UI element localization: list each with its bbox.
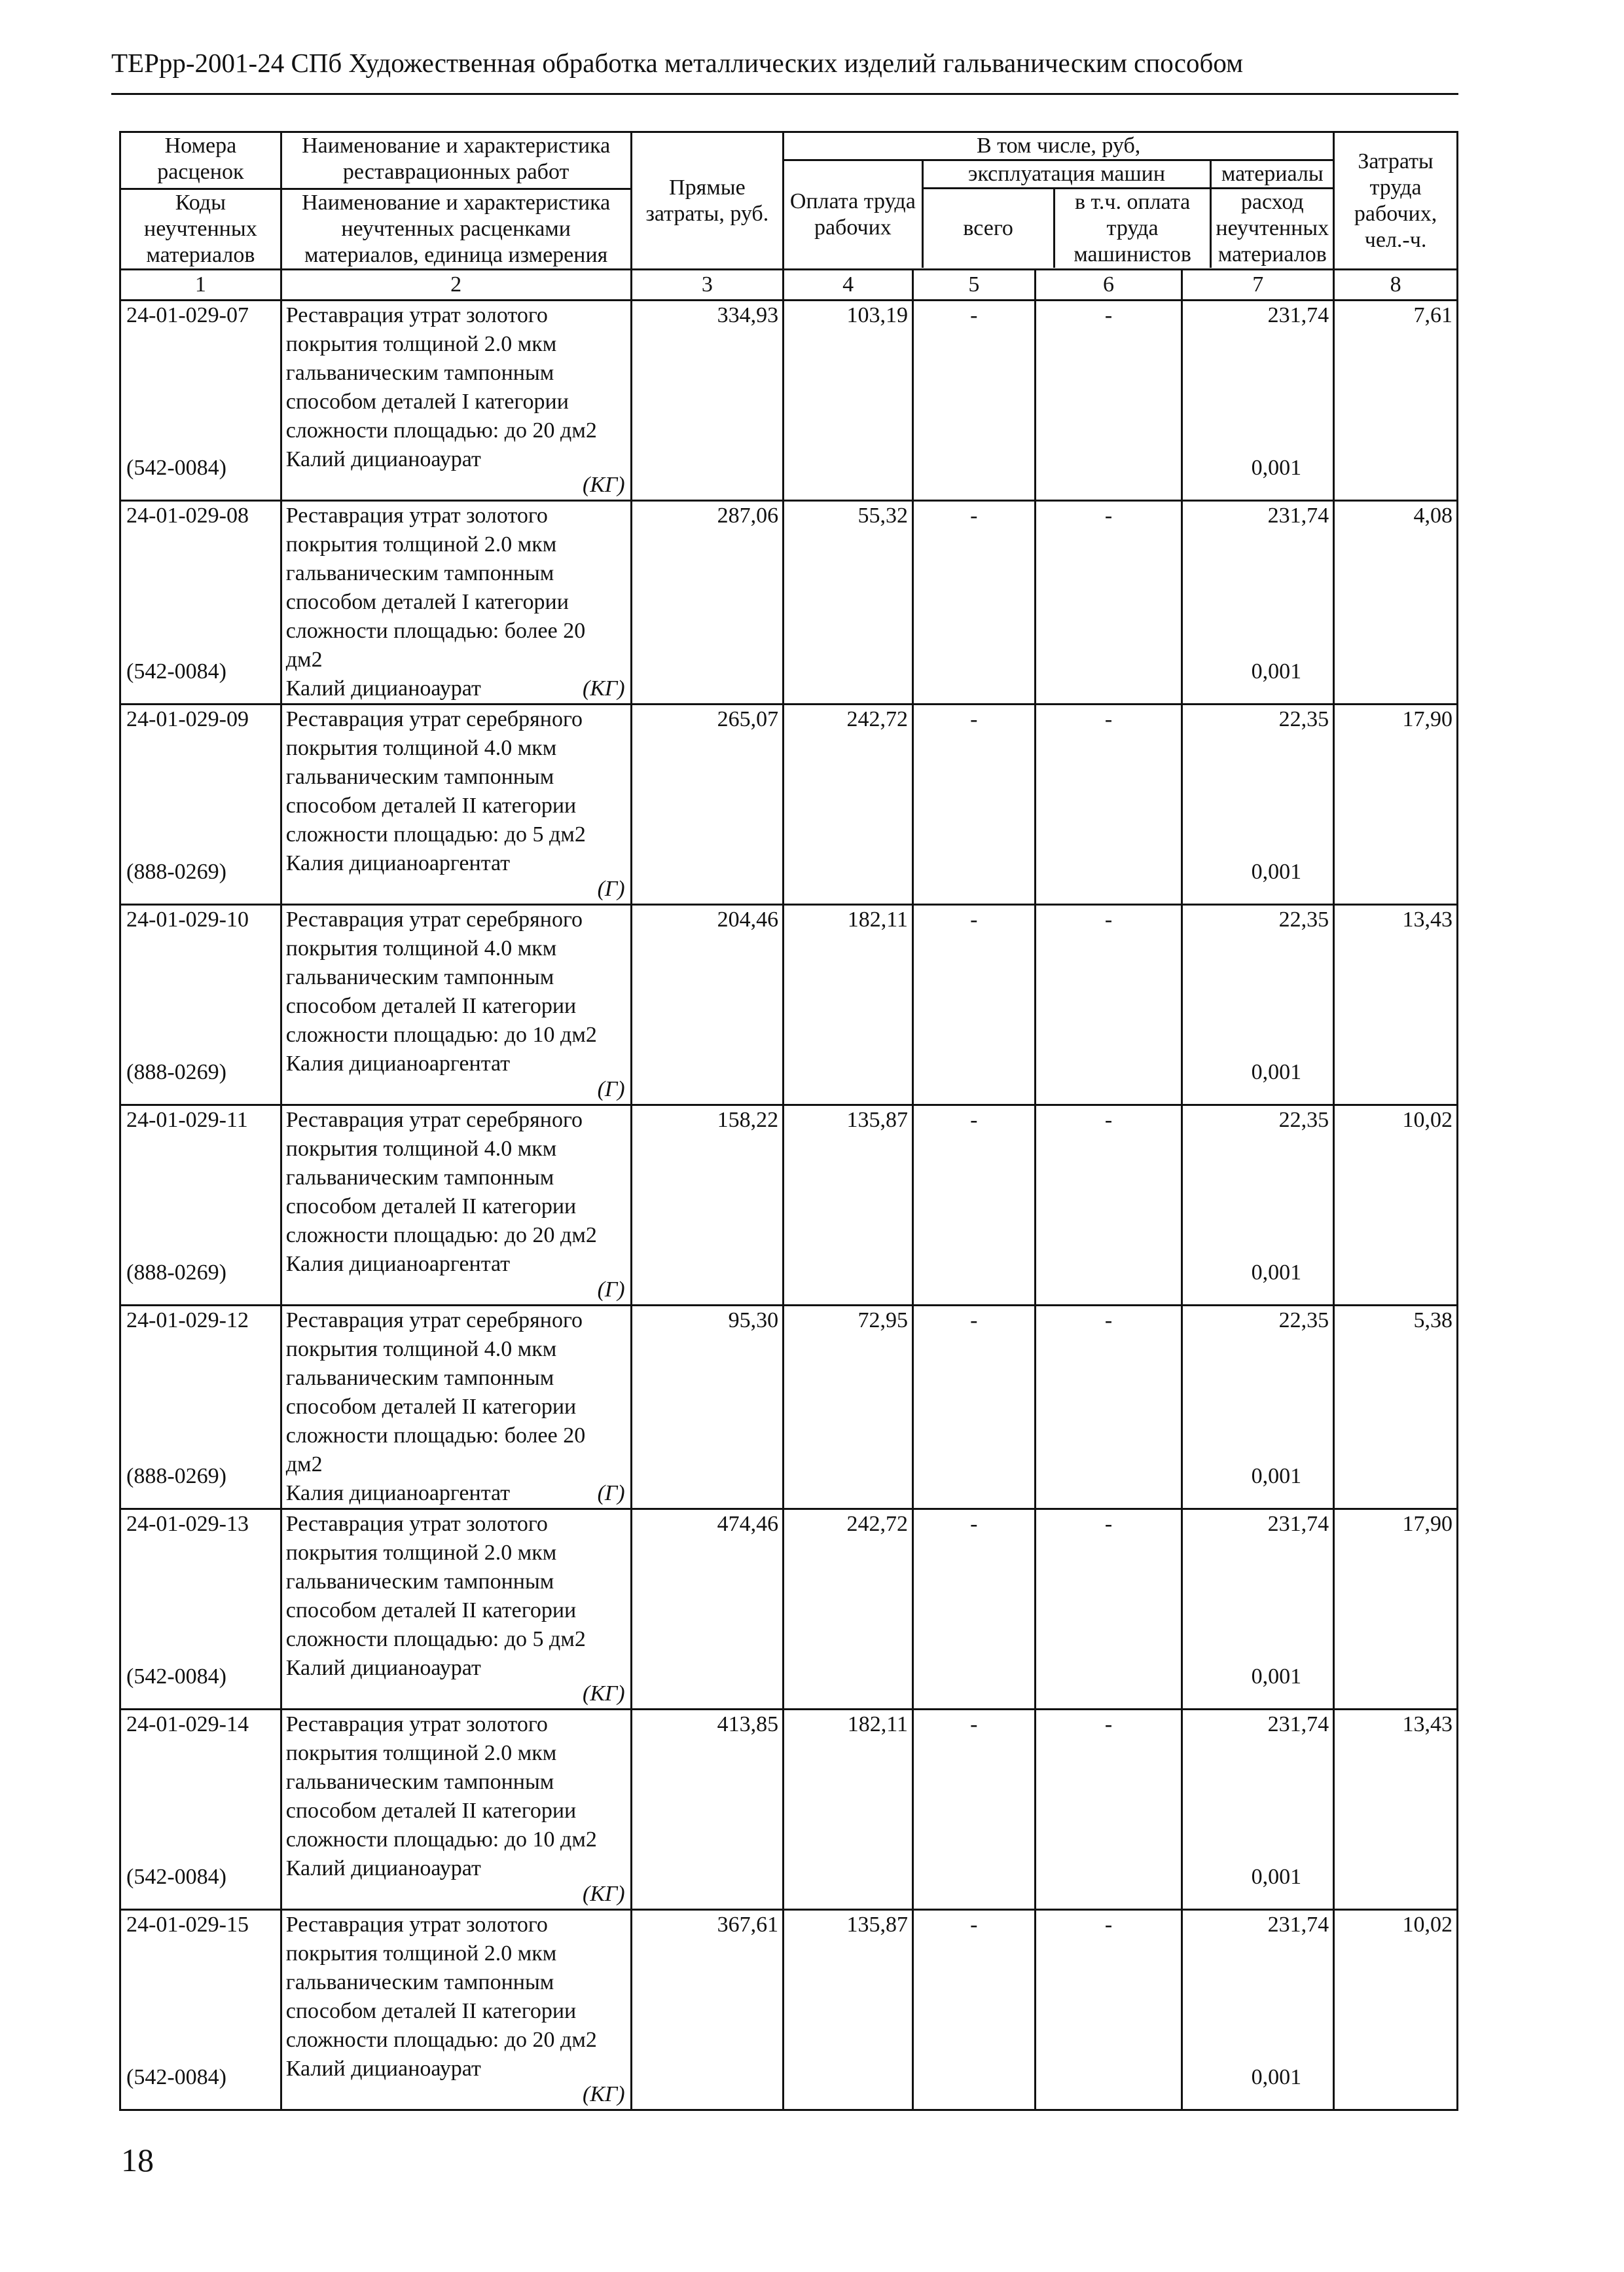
desc-cell <box>281 1509 631 1710</box>
materials-cell <box>1182 1910 1334 2110</box>
material-name: Калия дицианоаргентат <box>285 851 511 875</box>
col-number: 6 <box>1035 270 1182 301</box>
material-consumption: 0,001 <box>1251 456 1302 480</box>
col-number: 8 <box>1334 270 1458 301</box>
materials-cell <box>1182 1105 1334 1306</box>
labor-hours: 10,02 <box>1334 1910 1458 2110</box>
rate-code: 24-01-029-14 <box>126 1712 249 1736</box>
labor-hours: 17,90 <box>1334 1509 1458 1710</box>
rate-code: 24-01-029-15 <box>126 1913 249 1937</box>
labor-hours: 13,43 <box>1334 905 1458 1105</box>
labor-pay: 182,11 <box>784 905 913 1105</box>
direct-costs: 413,85 <box>631 1710 784 1910</box>
materials-cost: 22,35 <box>1278 707 1329 731</box>
material-unit: (Г) <box>597 1077 625 1101</box>
col-head-nomera: Номера расценок <box>121 133 280 190</box>
col-head-oplata: Оплата труда рабочих <box>784 160 922 268</box>
table-row <box>120 905 1458 1105</box>
code-cell <box>120 1105 281 1306</box>
machines-total: - <box>912 1910 1035 2110</box>
direct-costs: 334,93 <box>631 301 784 501</box>
material-consumption: 0,001 <box>1251 659 1302 684</box>
code-cell <box>120 1910 281 2110</box>
header-rule <box>111 93 1458 95</box>
materials-cell <box>1182 905 1334 1105</box>
material-consumption: 0,001 <box>1251 2065 1302 2089</box>
labor-hours: 7,61 <box>1334 301 1458 501</box>
code-cell <box>120 301 281 501</box>
material-code: (542-0084) <box>126 2065 226 2089</box>
materials-cost: 231,74 <box>1267 504 1329 528</box>
col-head-ekspl: эксплуатация машин <box>922 160 1211 189</box>
rate-code: 24-01-029-12 <box>126 1308 249 1332</box>
col-head-pryamye: Прямые затраты, руб. <box>631 132 784 270</box>
material-consumption: 0,001 <box>1251 1464 1302 1488</box>
desc-cell <box>281 1710 631 1910</box>
machinists-pay: - <box>1035 1306 1182 1509</box>
col-head-raskhod: расход неучтенных материалов <box>1216 190 1329 266</box>
col-head-vtch: в т.ч. оплата труда машинистов <box>1054 189 1211 268</box>
work-description: Реставрация утрат золотого покрытия толщиной 2.0 мкм гальваническим тампонным способом деталей II категории сложности площадью: до 20 дм2 <box>285 1913 597 2052</box>
labor-pay: 182,11 <box>784 1710 913 1910</box>
material-code: (888-0269) <box>126 860 226 884</box>
labor-hours: 17,90 <box>1334 705 1458 905</box>
labor-pay: 72,95 <box>784 1306 913 1509</box>
col-head-materialy: материалы <box>1211 160 1333 189</box>
material-code: (888-0269) <box>126 1260 226 1285</box>
materials-cost: 22,35 <box>1278 1108 1329 1132</box>
materials-cost: 231,74 <box>1267 303 1329 327</box>
col-number: 1 <box>120 270 281 301</box>
material-consumption: 0,001 <box>1251 1865 1302 1889</box>
col-head-kody: Коды неучтенных материалов <box>144 191 257 267</box>
col-number: 3 <box>631 270 784 301</box>
machinists-pay: - <box>1035 1710 1182 1910</box>
machines-total: - <box>912 1509 1035 1710</box>
work-description: Реставрация утрат серебряного покрытия толщиной 4.0 мкм гальваническим тампонным способом деталей II категории сложности площадью: более 20 дм2 <box>285 1308 586 1476</box>
direct-costs: 287,06 <box>631 501 784 705</box>
col-head-names <box>281 132 631 270</box>
code-cell <box>120 1306 281 1509</box>
col-head-codes <box>120 132 281 270</box>
desc-cell <box>281 905 631 1105</box>
machines-total: - <box>912 1710 1035 1910</box>
materials-cell <box>1182 501 1334 705</box>
work-description: Реставрация утрат золотого покрытия толщиной 2.0 мкм гальваническим тампонным способом деталей I категории сложности площадью: более 20 дм2 <box>285 504 586 672</box>
col-head-naim-works: Наименование и характеристика реставрационных работ <box>282 133 630 190</box>
machines-total: - <box>912 301 1035 501</box>
work-description: Реставрация утрат золотого покрытия толщиной 2.0 мкм гальваническим тампонным способом деталей II категории сложности площадью: до 5 дм2 <box>285 1512 586 1651</box>
direct-costs: 265,07 <box>631 705 784 905</box>
material-name: Калий дицианоаурат <box>285 447 481 471</box>
materials-cell <box>1182 1306 1334 1509</box>
material-unit: (КГ) <box>583 676 625 701</box>
code-cell <box>120 1710 281 1910</box>
table-row <box>120 301 1458 501</box>
desc-cell <box>281 1910 631 2110</box>
page-header-title: ТЕРрр-2001-24 СПб Художественная обработка металлических изделий гальваническим способом <box>111 48 1244 78</box>
direct-costs: 204,46 <box>631 905 784 1105</box>
machines-total: - <box>912 1105 1035 1306</box>
col-number: 4 <box>784 270 913 301</box>
material-name: Калий дицианоаурат <box>285 1856 481 1880</box>
machinists-pay: - <box>1035 1105 1182 1306</box>
material-name: Калия дицианоаргентат <box>285 1481 511 1505</box>
machinists-pay: - <box>1035 301 1182 501</box>
desc-cell <box>281 1105 631 1306</box>
material-unit: (Г) <box>597 1481 625 1505</box>
table-row <box>120 1710 1458 1910</box>
table-row <box>120 1105 1458 1306</box>
material-code: (542-0084) <box>126 456 226 480</box>
materials-cost: 22,35 <box>1278 1308 1329 1332</box>
material-consumption: 0,001 <box>1251 860 1302 884</box>
material-code: (542-0084) <box>126 1865 226 1889</box>
machines-total: - <box>912 905 1035 1105</box>
direct-costs: 95,30 <box>631 1306 784 1509</box>
machinists-pay: - <box>1035 905 1182 1105</box>
rate-code: 24-01-029-09 <box>126 707 249 731</box>
col-head-zatraty: Затраты труда рабочих, чел.-ч. <box>1334 132 1458 270</box>
labor-pay: 242,72 <box>784 705 913 905</box>
table-row <box>120 501 1458 705</box>
work-description: Реставрация утрат серебряного покрытия толщиной 4.0 мкм гальваническим тампонным способом деталей II категории сложности площадью: до 20 дм2 <box>285 1108 597 1247</box>
rate-code: 24-01-029-13 <box>126 1512 249 1536</box>
labor-hours: 10,02 <box>1334 1105 1458 1306</box>
rate-code: 24-01-029-11 <box>126 1108 248 1132</box>
column-number-row <box>120 270 1458 301</box>
machines-total: - <box>912 501 1035 705</box>
material-consumption: 0,001 <box>1251 1060 1302 1084</box>
work-description: Реставрация утрат золотого покрытия толщиной 2.0 мкм гальваническим тампонным способом деталей II категории сложности площадью: до 10 дм2 <box>285 1712 597 1852</box>
material-name: Калия дицианоаргентат <box>285 1252 511 1276</box>
material-name: Калий дицианоаурат <box>285 2057 481 2081</box>
materials-cost: 22,35 <box>1278 907 1329 932</box>
material-unit: (КГ) <box>583 1882 625 1906</box>
material-unit: (КГ) <box>583 1681 625 1706</box>
work-description: Реставрация утрат серебряного покрытия толщиной 4.0 мкм гальваническим тампонным способом деталей II категории сложности площадью: до 10 дм2 <box>285 907 597 1047</box>
table-row <box>120 1509 1458 1710</box>
materials-cell <box>1182 301 1334 501</box>
material-name: Калий дицианоаурат <box>285 1656 481 1680</box>
rates-table <box>119 131 1458 2111</box>
labor-pay: 135,87 <box>784 1910 913 2110</box>
desc-cell <box>281 1306 631 1509</box>
table-row <box>120 705 1458 905</box>
materials-cell <box>1182 1710 1334 1910</box>
materials-cost: 231,74 <box>1267 1712 1329 1736</box>
machines-total: - <box>912 1306 1035 1509</box>
material-consumption: 0,001 <box>1251 1260 1302 1285</box>
table-row <box>120 1306 1458 1509</box>
machines-total: - <box>912 705 1035 905</box>
work-description: Реставрация утрат серебряного покрытия толщиной 4.0 мкм гальваническим тампонным способом деталей II категории сложности площадью: до 5 дм2 <box>285 707 586 847</box>
machinists-pay: - <box>1035 705 1182 905</box>
material-name: Калия дицианоаргентат <box>285 1052 511 1076</box>
col-head-v-tom-chisle: В том числе, руб, <box>784 133 1333 160</box>
labor-pay: 135,87 <box>784 1105 913 1306</box>
code-cell <box>120 1509 281 1710</box>
labor-pay: 242,72 <box>784 1509 913 1710</box>
desc-cell <box>281 501 631 705</box>
direct-costs: 474,46 <box>631 1509 784 1710</box>
rate-code: 24-01-029-07 <box>126 303 249 327</box>
material-code: (542-0084) <box>126 659 226 684</box>
materials-cell <box>1182 705 1334 905</box>
material-code: (888-0269) <box>126 1060 226 1084</box>
material-unit: (Г) <box>597 1277 625 1302</box>
table-row <box>120 1910 1458 2110</box>
machinists-pay: - <box>1035 501 1182 705</box>
machinists-pay: - <box>1035 1910 1182 2110</box>
work-description: Реставрация утрат золотого покрытия толщиной 2.0 мкм гальваническим тампонным способом деталей I категории сложности площадью: до 20 дм2 <box>285 303 597 443</box>
col-number: 5 <box>912 270 1035 301</box>
rate-code: 24-01-029-10 <box>126 907 249 932</box>
materials-cost: 231,74 <box>1267 1913 1329 1937</box>
material-code: (542-0084) <box>126 1664 226 1689</box>
labor-pay: 103,19 <box>784 301 913 501</box>
page-number: 18 <box>121 2142 154 2178</box>
material-code: (888-0269) <box>126 1464 226 1488</box>
materials-cost: 231,74 <box>1267 1512 1329 1536</box>
col-number: 2 <box>281 270 631 301</box>
direct-costs: 367,61 <box>631 1910 784 2110</box>
desc-cell <box>281 301 631 501</box>
col-head-group <box>784 132 1334 270</box>
col-head-vsego: всего <box>922 189 1054 268</box>
col-number: 7 <box>1182 270 1334 301</box>
code-cell <box>120 705 281 905</box>
material-unit: (Г) <box>597 877 625 901</box>
material-name: Калий дицианоаурат <box>285 676 481 701</box>
rate-code: 24-01-029-08 <box>126 504 249 528</box>
labor-hours: 4,08 <box>1334 501 1458 705</box>
machinists-pay: - <box>1035 1509 1182 1710</box>
col-head-naim-mat: Наименование и характеристика неучтенных расценками материалов, единица измерения <box>302 191 611 267</box>
code-cell <box>120 501 281 705</box>
material-unit: (КГ) <box>583 2082 625 2106</box>
material-consumption: 0,001 <box>1251 1664 1302 1689</box>
direct-costs: 158,22 <box>631 1105 784 1306</box>
code-cell <box>120 905 281 1105</box>
desc-cell <box>281 705 631 905</box>
labor-hours: 13,43 <box>1334 1710 1458 1910</box>
material-unit: (КГ) <box>583 473 625 497</box>
materials-cell <box>1182 1509 1334 1710</box>
labor-pay: 55,32 <box>784 501 913 705</box>
labor-hours: 5,38 <box>1334 1306 1458 1509</box>
